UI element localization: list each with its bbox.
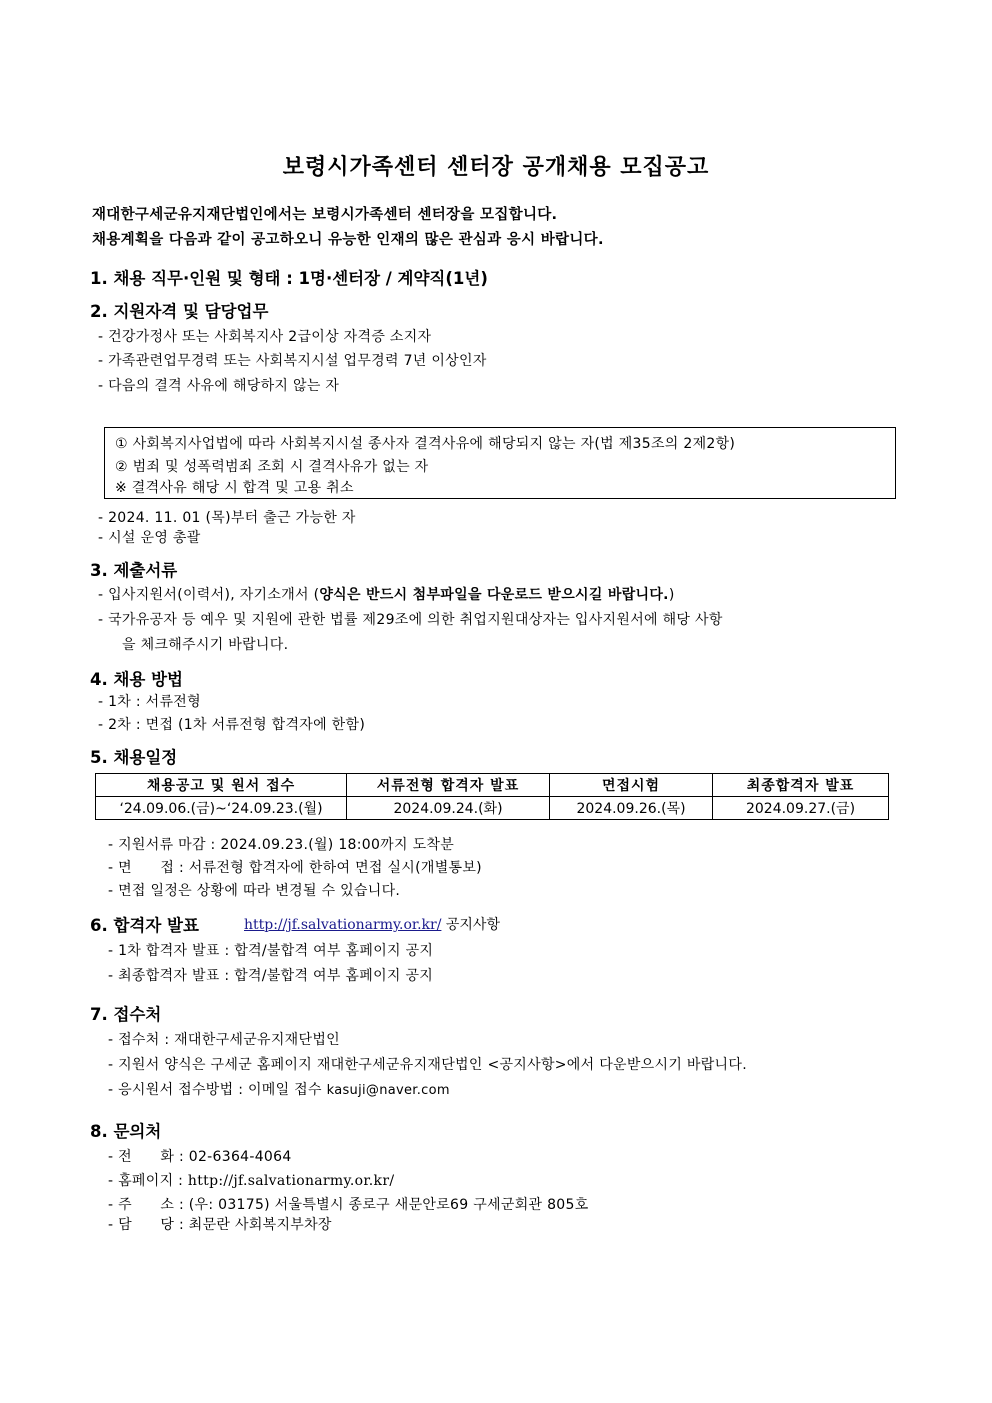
intro-line-1: 재대한구세군유지재단법인에서는 보령시가족센터 센터장을 모집합니다. (92, 207, 558, 223)
contact-homepage (108, 1170, 394, 1190)
table-header: 면접시험 (550, 774, 713, 797)
table-row (96, 797, 889, 820)
section-4-heading: 4. 채용 방법 (90, 670, 183, 689)
list-item: - 2024. 11. 01 (목)부터 출근 가능한 자 (98, 510, 356, 526)
list-item (108, 1079, 450, 1099)
list-item: - 1차 합격자 발표 : 합격/불합격 여부 홈페이지 공지 (108, 943, 434, 959)
section-1-heading: 1. 채용 직무·인원 및 형태 : 1명·센터장 / 계약직(1년) (90, 269, 488, 288)
box-line: ※ 결격사유 해당 시 합격 및 고용 취소 (115, 480, 354, 496)
schedule-table (95, 773, 889, 820)
contact-person: - 담 당 : 최문란 사회복지부차장 (108, 1217, 332, 1233)
link-suffix: 공지사항 (441, 917, 500, 933)
contact-phone: - 전 화 : 02-6364-4064 (108, 1149, 292, 1165)
table-cell: 2024.09.27.(금) (713, 797, 889, 820)
list-item: - 면접 일정은 상황에 따라 변경될 수 있습니다. (108, 883, 401, 899)
item-text: - 응시원서 접수방법 : 이메일 접수 (108, 1082, 327, 1098)
section-7-heading: 7. 접수처 (90, 1005, 162, 1024)
intro-line-2: 채용계획을 다음과 같이 공고하오니 유능한 인재의 많은 관심과 응시 바랍니다. (92, 232, 604, 248)
page-title: 보령시가족센터 센터장 공개채용 모집공고 (282, 155, 710, 180)
box-line: ① 사회복지사업법에 따라 사회복지시설 종사자 결격사유에 해당되지 않는 자(법 제35조의 2제2항) (115, 436, 736, 452)
list-item: - 국가유공자 등 예우 및 지원에 관한 법률 제29조에 의한 취업지원대상자는 입사지원서에 해당 사항 (98, 612, 723, 628)
table-header: 최종합격자 발표 (713, 774, 889, 797)
table-cell: 2024.09.24.(화) (347, 797, 550, 820)
list-item-continuation: 을 체크해주시기 바랍니다. (122, 637, 289, 653)
homepage-url[interactable]: http://jf.salvationarmy.or.kr/ (187, 1173, 395, 1189)
result-announcement-link-line (244, 914, 500, 934)
list-item: - 2차 : 면접 (1차 서류전형 합격자에 한함) (98, 717, 366, 733)
item-text: - 홈페이지 : (108, 1173, 188, 1189)
list-item: - 면 접 : 서류전형 합격자에 한하여 면접 실시(개별통보) (108, 860, 482, 876)
section-5-heading: 5. 채용일정 (90, 748, 178, 767)
disqualification-box (104, 427, 896, 499)
list-item: - 지원서 양식은 구세군 홈페이지 재대한구세군유지재단법인 <공지사항>에서 다운받으시기 바랍니다. (108, 1057, 747, 1073)
box-line: ② 범죄 및 성폭력범죄 조회 시 결격사유가 없는 자 (115, 459, 429, 475)
item-emphasis: 양식은 반드시 첨부파일을 다운로드 받으시길 바랍니다. (319, 587, 669, 603)
table-cell: ‘24.09.06.(금)~‘24.09.23.(월) (96, 797, 347, 820)
section-2-heading: 2. 지원자격 및 담당업무 (90, 302, 269, 321)
section-3-heading: 3. 제출서류 (90, 561, 178, 580)
list-item (98, 584, 675, 604)
list-item: - 가족관련업무경력 또는 사회복지시설 업무경력 7년 이상인자 (98, 353, 487, 369)
table-header: 서류전형 합격자 발표 (347, 774, 550, 797)
list-item: - 접수처 : 재대한구세군유지재단법인 (108, 1032, 340, 1048)
item-text: - 입사지원서(이력서), 자기소개서 ( (98, 587, 320, 603)
item-text: ) (668, 587, 675, 603)
table-cell: 2024.09.26.(목) (550, 797, 713, 820)
homepage-link[interactable]: http://jf.salvationarmy.or.kr/ (244, 917, 442, 933)
list-item: - 1차 : 서류전형 (98, 694, 201, 710)
table-header-row (96, 774, 889, 797)
table-header: 채용공고 및 원서 접수 (96, 774, 347, 797)
section-6-heading: 6. 합격자 발표 (90, 916, 199, 935)
list-item: - 시설 운영 총괄 (98, 530, 201, 546)
list-item: - 건강가정사 또는 사회복지사 2급이상 자격증 소지자 (98, 329, 432, 345)
list-item: - 지원서류 마감 : 2024.09.23.(월) 18:00까지 도착분 (108, 837, 455, 853)
contact-address: - 주 소 : (우: 03175) 서울특별시 종로구 새문안로69 구세군회관 805호 (108, 1197, 589, 1213)
email-address[interactable]: kasuji@naver.com (326, 1083, 450, 1098)
section-8-heading: 8. 문의처 (90, 1122, 162, 1141)
list-item: - 최종합격자 발표 : 합격/불합격 여부 홈페이지 공지 (108, 968, 434, 984)
list-item: - 다음의 결격 사유에 해당하지 않는 자 (98, 378, 340, 394)
